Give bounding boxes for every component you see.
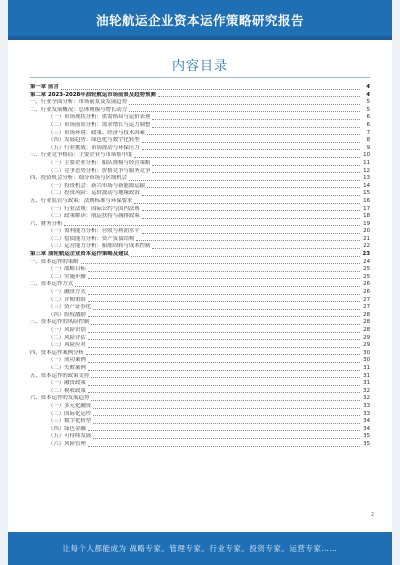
toc-entry-title: 六、资本运作的发展趋势	[30, 395, 90, 402]
toc-entry-page: 20	[363, 228, 370, 235]
toc-dot-leader	[152, 165, 360, 166]
toc-dot-leader	[129, 180, 360, 181]
toc-dot-leader	[136, 240, 360, 241]
toc-entry-page: 33	[363, 402, 370, 409]
toc-entry[interactable]	[30, 213, 370, 221]
toc-entry-page: 19	[363, 220, 370, 227]
toc-entry[interactable]	[30, 289, 370, 297]
toc-entry-page: 33	[363, 410, 370, 417]
toc-dot-leader	[142, 195, 360, 196]
toc-dot-leader	[75, 286, 360, 287]
toc-entry-page: 23	[362, 251, 370, 258]
toc-dot-leader	[142, 218, 360, 219]
toc-entry-title: 第二章 2023-2028年油轮航运市场前景及趋势预测	[30, 91, 156, 98]
toc-dot-leader	[142, 149, 360, 150]
banner-accent	[8, 36, 392, 40]
toc-entry-title: 四、投资机会分析：细分市场与区域机会	[30, 175, 128, 182]
toc-dot-leader	[88, 385, 360, 386]
toc-entry-title: （二）政策解读：航运扶持与减排政策	[48, 213, 140, 220]
toc-entry-title: （三）运营能力分析：船舶周转与成本控制	[48, 243, 151, 250]
toc-dot-leader	[93, 423, 360, 424]
page-number: 2	[370, 512, 374, 518]
toc-entry-page: 13	[363, 175, 370, 182]
toc-entry[interactable]	[30, 403, 370, 411]
toc-entry[interactable]	[30, 365, 370, 373]
toc-entry-page: 27	[363, 304, 370, 311]
toc-entry-page: 24	[363, 258, 370, 265]
toc-dot-leader	[88, 370, 360, 371]
toc-entry-page: 10	[363, 152, 370, 159]
toc-dot-leader	[93, 415, 360, 416]
toc-entry-title: （五）可持续发展	[48, 433, 92, 440]
footer-slogan: 让每个人都能成为 战略专家、管理专家、行业专家、投资专家、运营专家……	[62, 544, 338, 553]
toc-dot-leader	[88, 301, 360, 302]
toc-dot-leader	[61, 89, 360, 90]
toc-entry[interactable]	[30, 259, 370, 267]
toc-entry-title: （二）并购重组	[48, 296, 86, 303]
toc-entry-title: （三）市场环境：政策、经济与技术因素	[48, 129, 146, 136]
toc-entry-title: （二）偿债能力分析：资产负债结构	[48, 235, 135, 242]
toc-entry-page: 32	[363, 387, 370, 394]
toc-entry-page: 34	[363, 425, 370, 432]
toc-entry-page: 14	[363, 182, 370, 189]
toc-entry-title: （三）数字化转型	[48, 418, 92, 425]
toc-entry-page: 11	[363, 159, 370, 166]
toc-dot-leader	[147, 187, 360, 188]
toc-entry[interactable]	[30, 137, 370, 145]
toc-entry-page: 35	[363, 440, 370, 447]
toc-entry-title: （一）战略目标	[48, 266, 86, 273]
toc-entry[interactable]	[30, 99, 370, 107]
toc-dot-leader	[152, 248, 360, 249]
toc-dot-leader	[88, 339, 360, 340]
toc-entry-page: 5	[366, 106, 370, 113]
toc-entry-page: 6	[366, 114, 370, 121]
toc-entry[interactable]	[30, 319, 370, 327]
toc-dot-leader	[64, 225, 360, 226]
toc-entry[interactable]	[30, 312, 370, 320]
toc-dot-leader	[134, 157, 360, 158]
toc-entry-title: （一）风险识别	[48, 327, 86, 333]
toc-dot-leader	[88, 430, 360, 431]
toc-entry-page: 30	[363, 349, 370, 356]
toc-entry[interactable]	[30, 418, 370, 426]
toc-entry-page: 30	[363, 357, 370, 364]
toc-entry-page: 12	[363, 167, 370, 174]
toc-dot-leader	[88, 278, 360, 279]
toc-dot-leader	[88, 362, 360, 363]
toc-entry-page: 7	[366, 129, 370, 136]
toc-dot-leader	[142, 233, 360, 234]
toc-dot-leader	[93, 438, 360, 439]
toc-entry-title: （一）多元化融资	[48, 402, 92, 409]
toc-entry-title: 三、行业竞争格局：主要企业与市场集中度	[30, 152, 133, 159]
toc-dot-leader	[91, 377, 360, 378]
toc-dot-leader	[88, 316, 360, 317]
toc-entry-page: 28	[363, 319, 370, 326]
toc-entry[interactable]	[30, 130, 370, 138]
toc-entry[interactable]	[30, 395, 370, 403]
toc-entry[interactable]	[30, 84, 370, 92]
toc-dot-leader	[88, 392, 360, 393]
toc-entry[interactable]	[30, 122, 370, 130]
toc-entry-title: （三）资产证券化	[48, 304, 92, 311]
toc-entry-title: （一）成功案例	[48, 357, 86, 364]
toc-entry-title: 第三章 油轮航运企业资本运作策略及建议	[30, 251, 129, 258]
toc-entry[interactable]	[30, 327, 370, 335]
toc-entry-title: （四）发展趋势：绿色化与数字化转型	[48, 137, 140, 144]
toc-entry-page: 31	[363, 364, 370, 371]
toc-dot-leader	[147, 134, 360, 135]
toc-entry-page: 35	[363, 433, 370, 440]
toc-entry-page: 32	[363, 395, 370, 402]
toc-entry-title: 一、行业全面分析：市场前景及发展趋势	[30, 99, 128, 106]
toc-entry-page: 29	[363, 342, 370, 349]
toc-dot-leader	[88, 332, 360, 333]
toc-entry-page: 25	[363, 273, 370, 280]
toc-dot-leader	[131, 256, 360, 257]
toc-entry-title: （六）风险管理	[48, 440, 86, 447]
toc-entry-title: （二）竞争态势分析：价格竞争与服务竞争	[48, 167, 151, 174]
toc-dot-leader	[88, 294, 360, 295]
toc-entry[interactable]	[30, 107, 370, 115]
toc-entry[interactable]	[30, 342, 370, 350]
toc-entry-page: 8	[366, 137, 370, 144]
toc-entry[interactable]	[30, 228, 370, 236]
toc-entry-title: （二）市场前景分析：需求增长与运力调整	[48, 121, 151, 128]
toc-entry[interactable]	[30, 281, 370, 289]
toc-entry-page: 5	[366, 99, 370, 106]
toc-dot-leader	[91, 324, 360, 325]
toc-entry[interactable]	[30, 251, 370, 259]
toc-dot-leader	[158, 96, 360, 97]
toc-entry-page: 4	[366, 91, 370, 98]
toc-entry[interactable]	[30, 441, 370, 449]
toc-entry-page: 29	[363, 334, 370, 341]
toc-entry-title: 五、资本运作的政策支持	[30, 372, 90, 379]
toc-entry[interactable]	[30, 160, 370, 168]
toc-heading: 内容目录	[171, 59, 228, 74]
toc-entry-page: 9	[366, 144, 370, 151]
document-title: 油轮航运企业资本运作策略研究报告	[95, 13, 304, 28]
toc-entry-page: 26	[363, 289, 370, 296]
toc-entry-page: 18	[363, 213, 370, 220]
toc-entry-page: 31	[363, 380, 370, 387]
toc-entry-title: 三、资本运作的风险控制	[30, 319, 90, 326]
toc-entry[interactable]	[30, 350, 370, 358]
toc-dot-leader	[91, 400, 360, 401]
toc-entry[interactable]	[30, 190, 370, 198]
toc-entry-title: （二）风险评估	[48, 334, 86, 341]
toc-entry-page: 25	[363, 266, 370, 273]
toc-entry[interactable]	[30, 243, 370, 251]
toc-entry[interactable]	[30, 297, 370, 305]
toc-entry-title: （一）融资政策	[48, 380, 86, 387]
toc-entry-title: （一）融资方式	[48, 289, 86, 296]
toc-dot-leader	[86, 354, 360, 355]
toc-entry[interactable]	[30, 357, 370, 365]
toc-entry-title: （五）行业挑战：市场波动与环保压力	[48, 144, 140, 151]
toc-entry-title: （二）国际化运作	[48, 410, 92, 417]
toc-entry[interactable]	[30, 198, 370, 206]
toc-entry-page: 34	[363, 418, 370, 425]
toc-entry-page: 6	[366, 121, 370, 128]
toc-dot-leader	[93, 309, 360, 310]
toc-dot-leader	[129, 104, 360, 105]
toc-entry-title: 二、行业发展概况：总体规模与增长动力	[30, 106, 128, 113]
toc-entry-page: 31	[363, 372, 370, 379]
toc-dot-leader	[88, 347, 360, 348]
toc-entry[interactable]	[30, 221, 370, 229]
toc-dot-leader	[152, 172, 360, 173]
toc-entry-title: （二）投资风险：运价波动与地缘政治	[48, 190, 140, 197]
toc-entry-page: 28	[363, 311, 370, 318]
document-page	[8, 0, 392, 565]
toc-entry-page: 21	[363, 235, 370, 242]
toc-entry-title: （二）失败案例	[48, 364, 86, 371]
toc-entry[interactable]	[30, 380, 370, 388]
toc-entry-title: 四、资本运作案例分析	[30, 349, 84, 356]
toc-entry-title: 一、资本运作的策略	[30, 258, 79, 265]
toc-entry-page: 27	[363, 296, 370, 303]
toc-entry-page: 17	[363, 205, 370, 212]
toc-entry-title: 六、财务分析	[30, 220, 63, 227]
toc-entry[interactable]	[30, 304, 370, 312]
toc-entry-title: （二）税收政策	[48, 387, 86, 394]
toc-entry-title: 五、行业监管与政策：法规标准与环保要求	[30, 197, 133, 204]
toc-entry[interactable]	[30, 152, 370, 160]
toc-entry[interactable]	[30, 433, 370, 441]
toc-entry-title: 二、资本运作方式	[30, 281, 74, 288]
toc-entry-title: （四）绿色金融	[48, 425, 86, 432]
toc-entry-page: 22	[363, 243, 370, 250]
toc-dot-leader	[152, 119, 360, 120]
toc-entry-title: （四）股权激励	[48, 311, 86, 318]
toc-entry-title: （一）主要企业分析：船队规模与经营策略	[48, 159, 151, 166]
toc-entry[interactable]	[30, 411, 370, 419]
heading-divider	[30, 77, 370, 78]
toc-entry[interactable]	[30, 183, 370, 191]
toc-entry[interactable]	[30, 236, 370, 244]
toc-entry[interactable]	[30, 426, 370, 434]
toc-entry[interactable]	[30, 388, 370, 396]
toc-entry[interactable]	[30, 274, 370, 282]
toc-dot-leader	[81, 263, 360, 264]
toc-dot-leader	[129, 111, 360, 112]
toc-entry-page: 4	[366, 84, 370, 90]
toc-dot-leader	[93, 408, 360, 409]
toc-entry[interactable]	[30, 92, 370, 100]
toc-entry[interactable]	[30, 168, 370, 176]
toc-entry[interactable]	[30, 373, 370, 381]
toc-entry[interactable]	[30, 175, 370, 183]
toc-entry[interactable]	[30, 145, 370, 153]
toc-dot-leader	[142, 210, 360, 211]
toc-entry-title: （二）实施步骤	[48, 273, 86, 280]
toc-entry-page: 16	[363, 197, 370, 204]
footer-banner	[8, 532, 392, 565]
table-of-contents	[30, 84, 370, 449]
toc-dot-leader	[88, 271, 360, 272]
toc-entry[interactable]	[30, 206, 370, 214]
toc-entry-page: 28	[363, 327, 370, 333]
toc-entry-title: （一）投资机会：新兴市场与新能源运输	[48, 182, 146, 189]
toc-entry-title: （三）风险应对	[48, 342, 86, 349]
toc-entry-title: （一）行业法规：国际公约与国内法规	[48, 205, 140, 212]
toc-entry-title: 第一章 前言	[30, 84, 59, 90]
toc-entry-page: 15	[363, 190, 370, 197]
toc-entry-page: 26	[363, 281, 370, 288]
toc-entry-title: （一）市场现状分析：供需格局与运价表现	[48, 114, 151, 121]
toc-entry[interactable]	[30, 114, 370, 122]
toc-entry-title: （一）盈利能力分析：营收与利润水平	[48, 228, 140, 235]
toc-dot-leader	[134, 203, 360, 204]
toc-entry[interactable]	[30, 266, 370, 274]
toc-dot-leader	[152, 127, 360, 128]
toc-dot-leader	[88, 446, 360, 447]
toc-entry[interactable]	[30, 335, 370, 343]
toc-dot-leader	[142, 142, 360, 143]
title-banner	[8, 0, 392, 40]
